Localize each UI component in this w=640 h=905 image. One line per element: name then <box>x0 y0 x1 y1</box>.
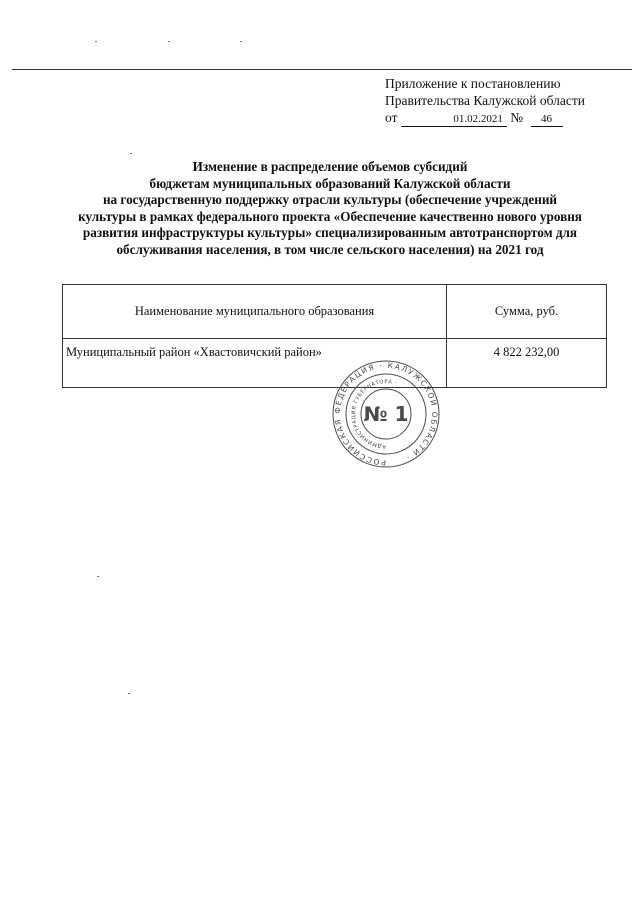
official-seal-stamp <box>316 359 456 469</box>
annex-line-2: Правительства Калужской области <box>385 93 586 108</box>
annex-block <box>385 75 625 127</box>
scan-speck <box>168 41 170 42</box>
top-rule <box>12 69 632 70</box>
seal-inner-text: АДМИНИСТРАЦИЯ ГУБЕРНАТОРА · <box>350 378 398 450</box>
annex-number-sign: № <box>510 110 524 125</box>
seal-number: № 1 <box>363 402 409 426</box>
title-line-6: обслуживания населения, в том числе сельского населения) на 2021 год <box>116 241 544 257</box>
scan-speck <box>240 41 242 42</box>
title-line-5: развития инфраструктуры культуры» специализированным автотранспортом для <box>82 225 578 241</box>
table-header-row <box>63 285 607 339</box>
cell-amount: 4 822 232,00 <box>447 339 607 388</box>
title-line-3: на государственную поддержку отрасли культуры (обеспечение учреждений <box>102 192 558 208</box>
scan-speck <box>95 41 97 42</box>
title-line-1: Изменение в распределение объемов субсидий <box>192 159 468 174</box>
annex-number: 46 <box>531 113 563 127</box>
scan-speck <box>128 693 130 694</box>
cell-municipality: Муниципальный район «Хвастовичский район» <box>63 339 447 388</box>
annex-from-label: от <box>385 110 398 125</box>
scan-speck <box>130 153 132 154</box>
title-line-2: бюджетам муниципальных образований Калужской области <box>149 175 511 191</box>
annex-line-1: Приложение к постановлению <box>385 76 561 91</box>
annex-date: 01.02.2021 <box>401 113 507 127</box>
header-municipality: Наименование муниципального образования <box>63 285 447 339</box>
header-amount: Сумма, руб. <box>447 285 607 339</box>
document-title <box>50 159 610 259</box>
title-line-4: культуры в рамках федерального проекта «Обеспечение качественно нового уровня <box>78 208 582 224</box>
scan-speck <box>97 576 99 577</box>
annex-date-line <box>385 109 625 127</box>
seal-outer-text: РОССИЙСКАЯ ФЕДЕРАЦИЯ · КАЛУЖСКОЙ ОБЛАСТИ · <box>332 360 440 468</box>
